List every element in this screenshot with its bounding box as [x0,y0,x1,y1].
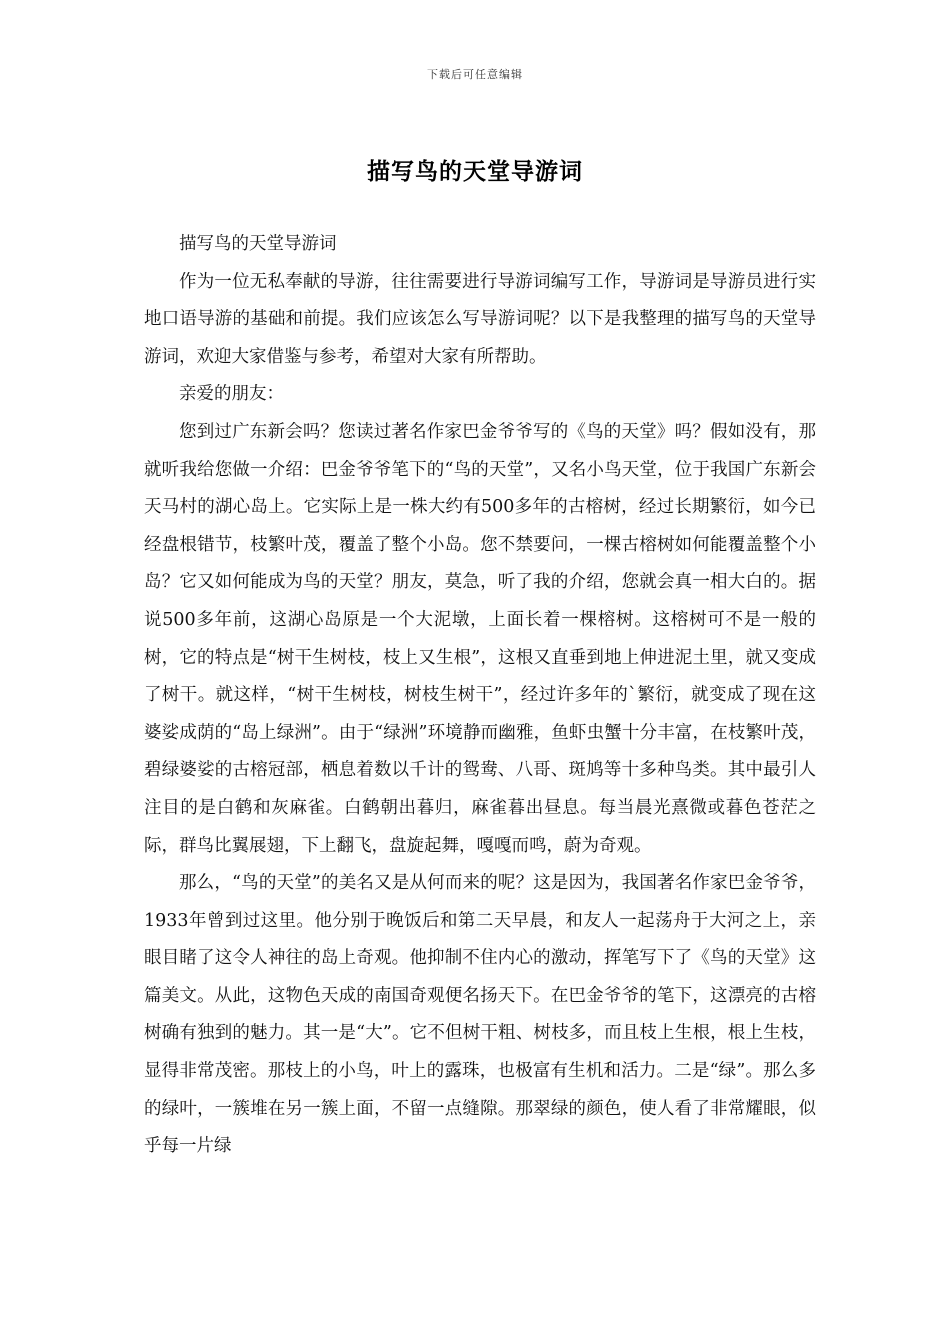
document-title: 描写鸟的天堂导游词 [367,159,583,185]
document-body [144,226,816,1166]
paragraph-greeting: 亲爱的朋友： [179,384,284,405]
paragraph-intro: 作为一位无私奉献的导游，往往需要进行导游词编写工作，导游词是导游员进行实地口语导游的基础和前提。我们应该怎么写导游词呢？以下是我整理的描写鸟的天堂导游词，欢迎大家借鉴与参考，希望对大家有所帮助。 [144,271,816,367]
paragraph-subtitle: 描写鸟的天堂导游词 [179,234,337,254]
paragraph-body-2: 那么，“鸟的天堂”的美名又是从何而来的呢？这是因为，我国著名作家巴金爷爷，1933年曾到过这里。他分别于晚饭后和第二天早晨，和友人一起荡舟于大河之上，亲眼目睹了这令人神往的岛上奇观。他抑制不住内心的激动，挥笔写下了《鸟的天堂》这篇美文。从此，这物色天成的南国奇观便名扬天下。在巴金爷爷的笔下，这漂亮的古榕树确有独到的魅力。其一是“大”。它不但树干粗、树枝多，而且枝上生根，根上生枝，显得非常茂密。那枝上的小鸟，叶上的露珠，也极富有生机和活力。二是“绿”。那么多的绿叶，一簇堆在另一簇上面，不留一点缝隙。那翠绿的颜色，使人看了非常耀眼，似乎每一片绿 [144,873,816,1157]
header-note: 下载后可任意编辑 [427,68,523,81]
paragraph-body-1: 您到过广东新会吗？您读过著名作家巴金爷爷写的《鸟的天堂》吗？假如没有，那就听我给您做一介绍：巴金爷爷笔下的“鸟的天堂”，又名小鸟天堂，位于我国广东新会天马村的湖心岛上。它实际上是一株大约有500多年的古榕树，经过长期繁衍，如今已经盘根错节，枝繁叶茂，覆盖了整个小岛。您不禁要问，一棵古榕树如何能覆盖整个小岛？它又如何能成为鸟的天堂？朋友，莫急，听了我的介绍，您就会真一相大白的。据说500多年前，这湖心岛原是一个大泥墩，上面长着一棵榕树。这榕树可不是一般的树，它的特点是“树干生树枝，枝上又生根”，这根又直垂到地上伸进泥土里，就又变成了树干。就这样，“树干生树枝，树枝生树干”，经过许多年的`繁衍，就变成了现在这婆娑成荫的“岛上绿洲”。由于“绿洲”环境静而幽雅，鱼虾虫蟹十分丰富，在枝繁叶茂，碧绿婆娑的古榕冠部，栖息着数以千计的鸳鸯、八哥、斑鸠等十多种鸟类。其中最引人注目的是白鹤和灰麻雀。白鹤朝出暮归，麻雀暮出昼息。每当晨光熹微或暮色苍茫之际，群鸟比翼展翅，下上翻飞，盘旋起舞，嘎嘎而鸣，蔚为奇观。 [144,421,816,856]
